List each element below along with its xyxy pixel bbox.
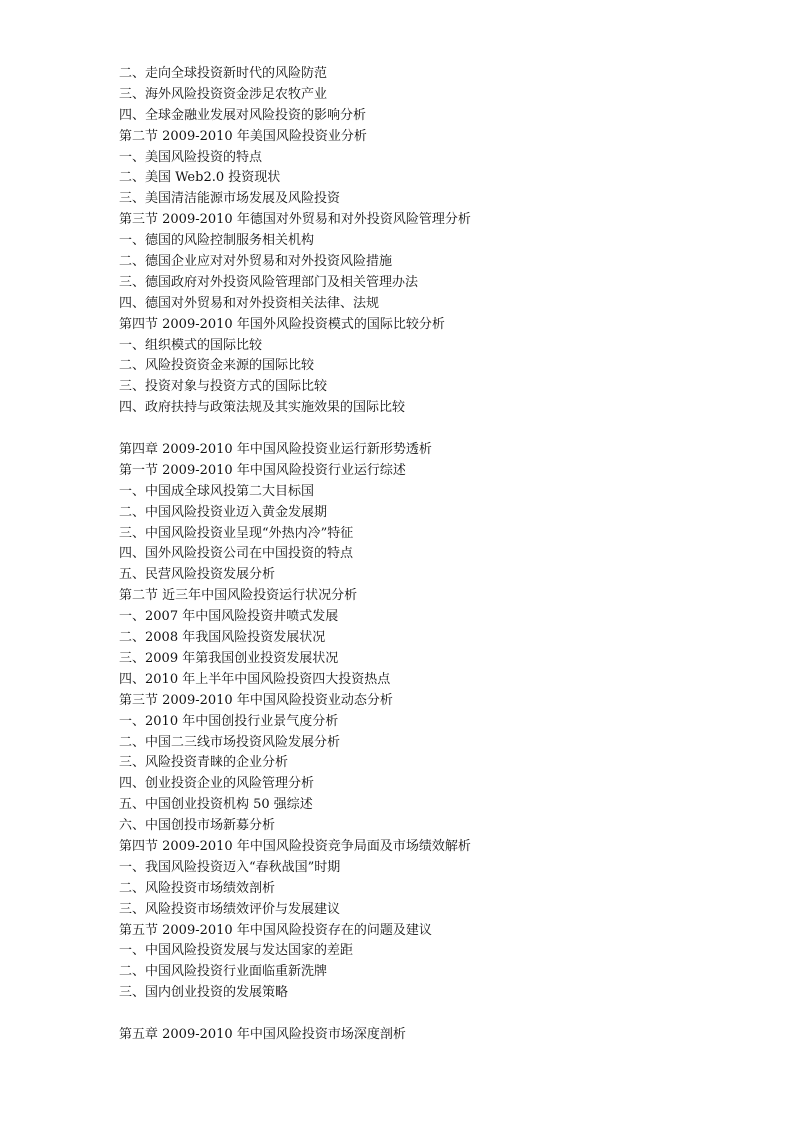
toc-item: 二、美国 Web2.0 投资现状 (119, 170, 281, 186)
blank-line (119, 419, 759, 440)
toc-item: 一、2010 年中国创投行业景气度分析 (119, 713, 339, 729)
toc-item: 一、中国成全球风投第二大目标国 (119, 483, 315, 499)
toc-item: 一、我国风险投资迈入“春秋战国”时期 (119, 859, 341, 875)
toc-item: 三、投资对象与投资方式的国际比较 (119, 379, 328, 395)
toc-item: 三、德国政府对外投资风险管理部门及相关管理办法 (119, 274, 419, 290)
toc-item: 一、组织模式的国际比较 (119, 337, 263, 353)
toc-item: 二、风险投资市场绩效剖析 (119, 880, 276, 896)
section-heading: 第五节 2009-2010 年中国风险投资存在的问题及建议 (119, 922, 432, 938)
toc-item: 三、国内创业投资的发展策略 (119, 985, 289, 1001)
table-of-contents (119, 64, 759, 1046)
section-heading: 第三节 2009-2010 年德国对外贸易和对外投资风险管理分析 (119, 212, 471, 228)
toc-item: 四、政府扶持与政策法规及其实施效果的国际比较 (119, 400, 406, 416)
toc-item: 一、中国风险投资发展与发达国家的差距 (119, 943, 354, 959)
toc-item: 一、美国风险投资的特点 (119, 149, 263, 165)
toc-item: 二、风险投资资金来源的国际比较 (119, 358, 315, 374)
section-heading: 第四节 2009-2010 年国外风险投资模式的国际比较分析 (119, 316, 445, 332)
toc-item: 三、2009 年第我国创业投资发展状况 (119, 650, 339, 666)
toc-item: 二、走向全球投资新时代的风险防范 (119, 66, 328, 81)
toc-item: 四、创业投资企业的风险管理分析 (119, 776, 315, 792)
toc-item: 五、中国创业投资机构 50 强综述 (119, 797, 313, 813)
toc-item: 六、中国创投市场新募分析 (119, 818, 276, 834)
toc-item: 三、海外风险投资资金涉足农牧产业 (119, 86, 328, 102)
toc-item: 二、中国风险投资业迈入黄金发展期 (119, 504, 328, 520)
toc-item: 三、美国清洁能源市场发展及风险投资 (119, 191, 341, 207)
toc-item: 四、德国对外贸易和对外投资相关法律、法规 (119, 295, 380, 311)
toc-item: 二、2008 年我国风险投资发展状况 (119, 630, 326, 646)
section-heading: 第一节 2009-2010 年中国风险投资行业运行综述 (119, 462, 406, 478)
toc-item: 二、中国二三线市场投资风险发展分析 (119, 734, 341, 750)
section-heading: 第二节 近三年中国风险投资运行状况分析 (119, 588, 358, 604)
toc-item: 二、德国企业应对对外贸易和对外投资风险措施 (119, 254, 393, 270)
toc-item: 二、中国风险投资行业面临重新洗牌 (119, 964, 328, 980)
toc-item: 一、德国的风险控制服务相关机构 (119, 233, 315, 249)
chapter-heading: 第五章 2009-2010 年中国风险投资市场深度剖析 (119, 1026, 406, 1042)
toc-item: 一、2007 年中国风险投资井喷式发展 (119, 609, 339, 625)
toc-item: 四、全球金融业发展对风险投资的影响分析 (119, 107, 367, 123)
toc-item: 四、国外风险投资公司在中国投资的特点 (119, 546, 354, 562)
chapter-heading: 第四章 2009-2010 年中国风险投资业运行新形势透析 (119, 442, 432, 458)
section-heading: 第四节 2009-2010 年中国风险投资竞争局面及市场绩效解析 (119, 838, 471, 854)
section-heading: 第三节 2009-2010 年中国风险投资业动态分析 (119, 692, 393, 708)
toc-item: 五、民营风险投资发展分析 (119, 567, 276, 583)
section-heading: 第二节 2009-2010 年美国风险投资业分析 (119, 128, 367, 144)
toc-item: 三、中国风险投资业呈现“外热内冷”特征 (119, 525, 354, 541)
toc-item: 三、风险投资市场绩效评价与发展建议 (119, 901, 341, 917)
blank-line (119, 1004, 759, 1025)
toc-item: 四、2010 年上半年中国风险投资四大投资热点 (119, 671, 391, 687)
toc-item: 三、风险投资青睐的企业分析 (119, 755, 289, 771)
